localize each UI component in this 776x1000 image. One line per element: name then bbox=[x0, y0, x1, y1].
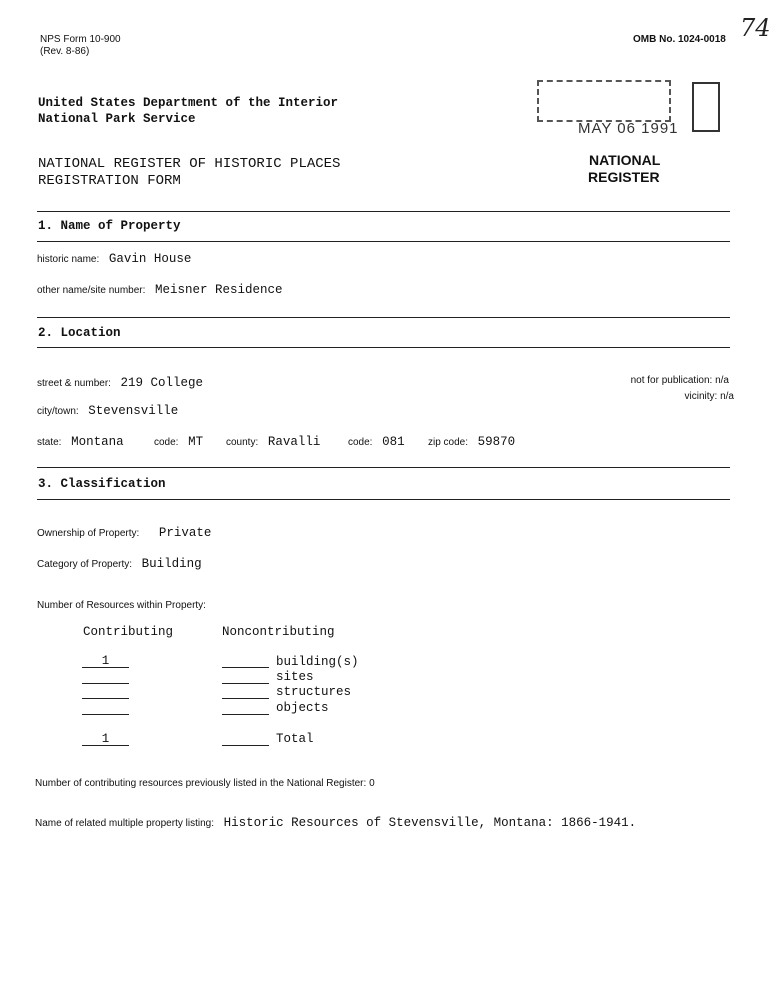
vicinity bbox=[685, 391, 734, 402]
resource-type-structures: structures bbox=[276, 685, 352, 699]
ownership-row bbox=[37, 523, 211, 541]
form-revision: (Rev. 8-86) bbox=[40, 46, 90, 57]
noncontributing-objects-count bbox=[222, 702, 269, 715]
city-value: Stevensville bbox=[88, 404, 179, 418]
zip-label: zip code: bbox=[428, 437, 469, 448]
department-name: United States Department of the Interior bbox=[38, 96, 339, 110]
state-row bbox=[37, 432, 124, 450]
county-code-label: code: bbox=[348, 437, 373, 448]
stamp-label-national: NATIONAL bbox=[589, 152, 661, 168]
zip-code bbox=[428, 432, 515, 450]
multiple-listing-row bbox=[35, 813, 636, 831]
ownership-value: Private bbox=[158, 526, 212, 540]
historic-name-value: Gavin House bbox=[108, 252, 192, 266]
other-name-value: Meisner Residence bbox=[155, 283, 283, 297]
multiple-listing-label: Name of related multiple property listing: bbox=[35, 818, 214, 829]
contributing-objects-count bbox=[82, 702, 129, 715]
contributing-total-count: 1 bbox=[82, 733, 129, 746]
header-divider bbox=[37, 211, 730, 212]
vicinity-value: n/a bbox=[720, 391, 734, 402]
state-label: state: bbox=[37, 437, 62, 448]
category-value: Building bbox=[141, 557, 202, 571]
historic-name-row bbox=[37, 249, 191, 267]
previously-listed-row bbox=[35, 778, 375, 789]
not-for-publication-value: n/a bbox=[715, 375, 729, 386]
county-code bbox=[348, 432, 405, 450]
county-code-value: 081 bbox=[382, 435, 405, 449]
section2-rule bbox=[37, 347, 730, 348]
county-value: Ravalli bbox=[267, 435, 321, 449]
noncontributing-sites-count bbox=[222, 671, 269, 684]
service-name: National Park Service bbox=[38, 112, 196, 126]
category-row bbox=[37, 554, 202, 572]
vicinity-label: vicinity: bbox=[684, 391, 718, 402]
form-title-line2: REGISTRATION FORM bbox=[38, 173, 181, 189]
resource-type-sites: sites bbox=[276, 670, 314, 684]
city-row bbox=[37, 401, 178, 419]
state-code-value: MT bbox=[188, 435, 204, 449]
not-for-publication-label: not for publication: bbox=[630, 375, 713, 386]
street-row bbox=[37, 373, 203, 391]
section1-end-rule bbox=[37, 317, 730, 318]
noncontributing-structures-count bbox=[222, 686, 269, 699]
contributing-header: Contributing bbox=[83, 625, 174, 639]
resource-type-objects: objects bbox=[276, 701, 329, 715]
noncontributing-buildings-count bbox=[222, 655, 269, 668]
county bbox=[226, 432, 320, 450]
section3-rule bbox=[37, 499, 730, 500]
other-name-row bbox=[37, 280, 283, 298]
historic-name-label: historic name: bbox=[37, 254, 100, 265]
state-code bbox=[154, 432, 203, 450]
section1-heading: 1. Name of Property bbox=[38, 219, 181, 233]
stamp-frame bbox=[537, 80, 671, 122]
stamp-letter-box bbox=[692, 82, 720, 132]
not-for-publication bbox=[631, 375, 729, 386]
street-value: 219 College bbox=[120, 376, 204, 390]
contributing-sites-count bbox=[82, 671, 129, 684]
section1-rule bbox=[37, 241, 730, 242]
section2-heading: 2. Location bbox=[38, 326, 121, 340]
zip-value: 59870 bbox=[477, 435, 516, 449]
state-value: Montana bbox=[71, 435, 124, 449]
stamp-date: MAY 06 1991 bbox=[578, 120, 679, 137]
county-label: county: bbox=[226, 437, 259, 448]
other-name-label: other name/site number: bbox=[37, 285, 146, 296]
street-label: street & number: bbox=[37, 378, 111, 389]
state-code-label: code: bbox=[154, 437, 179, 448]
handwritten-page-number: 74 bbox=[740, 14, 771, 42]
category-label: Category of Property: bbox=[37, 559, 133, 570]
previously-listed-value: 0 bbox=[369, 778, 375, 789]
contributing-buildings-count: 1 bbox=[82, 655, 129, 668]
resource-type-buildings: building(s) bbox=[276, 655, 359, 669]
form-number: NPS Form 10-900 bbox=[40, 34, 121, 45]
stamp-label-register: REGISTER bbox=[588, 169, 660, 185]
contributing-structures-count bbox=[82, 686, 129, 699]
previously-listed-label: Number of contributing resources previously listed in the National Register: bbox=[35, 778, 367, 789]
ownership-label: Ownership of Property: bbox=[37, 528, 140, 539]
city-label: city/town: bbox=[37, 406, 79, 417]
resource-total-label: Total bbox=[276, 732, 314, 746]
noncontributing-header: Noncontributing bbox=[222, 625, 335, 639]
noncontributing-total-count bbox=[222, 733, 269, 746]
omb-number: OMB No. 1024-0018 bbox=[633, 34, 726, 45]
resources-label: Number of Resources within Property: bbox=[37, 600, 206, 611]
section3-heading: 3. Classification bbox=[38, 477, 166, 491]
form-title-line1: NATIONAL REGISTER OF HISTORIC PLACES bbox=[38, 156, 341, 172]
section2-end-rule bbox=[37, 467, 730, 468]
multiple-listing-value: Historic Resources of Stevensville, Montana: 1866-1941. bbox=[223, 816, 637, 830]
